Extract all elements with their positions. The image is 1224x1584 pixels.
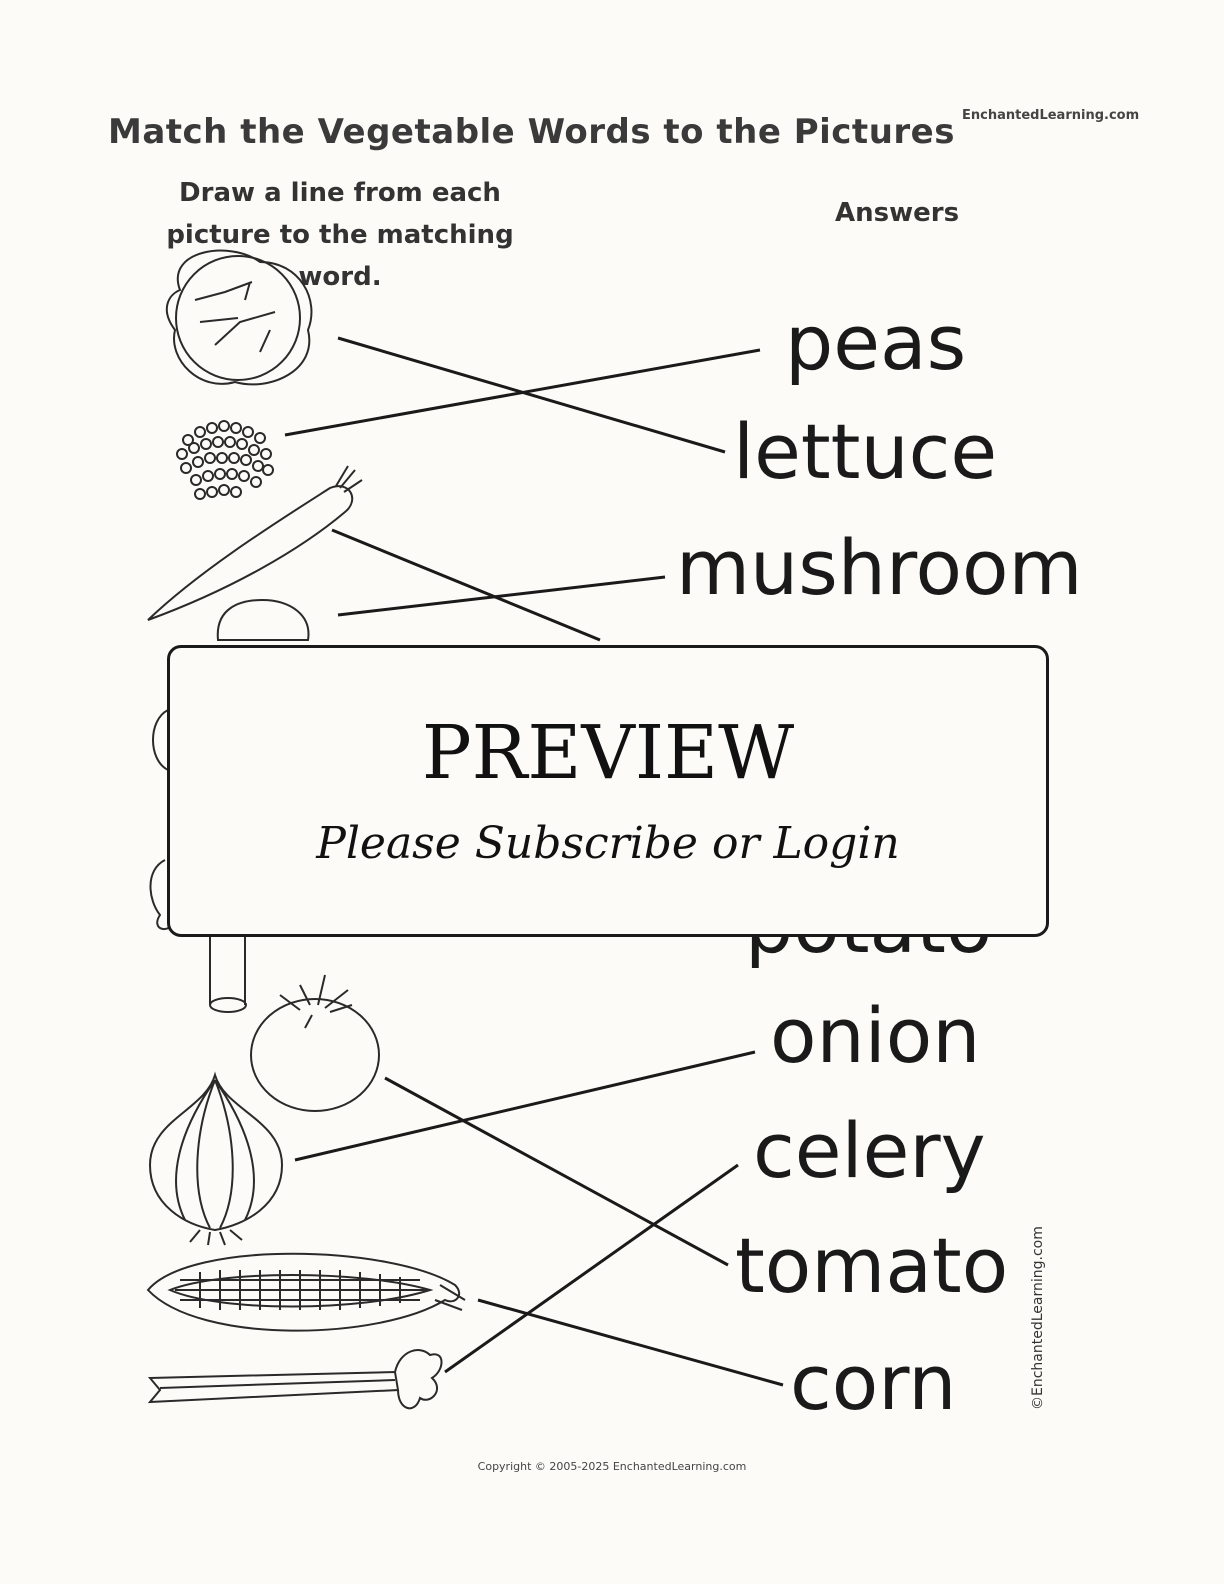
- line-onion: [295, 1052, 755, 1160]
- line-peas: [285, 350, 760, 435]
- page-title: Match the Vegetable Words to the Pictures: [108, 112, 955, 152]
- line-mushroom: [338, 577, 665, 615]
- preview-overlay[interactable]: [167, 645, 1049, 937]
- line-tomato: [385, 1078, 728, 1265]
- instruction-line-1: Draw a line from each: [179, 178, 501, 208]
- line-celery: [445, 1165, 738, 1372]
- lettuce-icon: [167, 251, 312, 385]
- peas-icon: [177, 421, 273, 499]
- word-corn: corn: [790, 1338, 957, 1427]
- preview-title: PREVIEW: [421, 710, 795, 796]
- onion-icon: [150, 1075, 282, 1245]
- word-lettuce: lettuce: [733, 407, 998, 496]
- tomato-icon: [251, 975, 379, 1111]
- word-tomato: tomato: [735, 1221, 1009, 1310]
- subscribe-login-link[interactable]: Please Subscribe or Login: [316, 818, 900, 869]
- line-corn: [478, 1300, 783, 1385]
- instruction-line-2: picture to the matching word.: [166, 220, 514, 292]
- word-mushroom: mushroom: [676, 523, 1083, 612]
- carrot-icon: [148, 466, 362, 620]
- copyright: Copyright © 2005-2025 EnchantedLearning.com: [477, 1460, 747, 1473]
- word-peas: peas: [785, 298, 967, 387]
- site-name[interactable]: EnchantedLearning.com: [962, 108, 1140, 123]
- line-carrot: [332, 530, 600, 640]
- word-onion: onion: [770, 991, 981, 1080]
- side-credit: ©EnchantedLearning.com: [1030, 1226, 1046, 1410]
- answers-label: Answers: [835, 198, 960, 228]
- line-lettuce: [338, 338, 725, 452]
- celery-icon: [150, 1350, 442, 1408]
- word-celery: celery: [753, 1106, 986, 1195]
- corn-icon: [148, 1254, 465, 1331]
- mushroom-icon: [218, 600, 309, 640]
